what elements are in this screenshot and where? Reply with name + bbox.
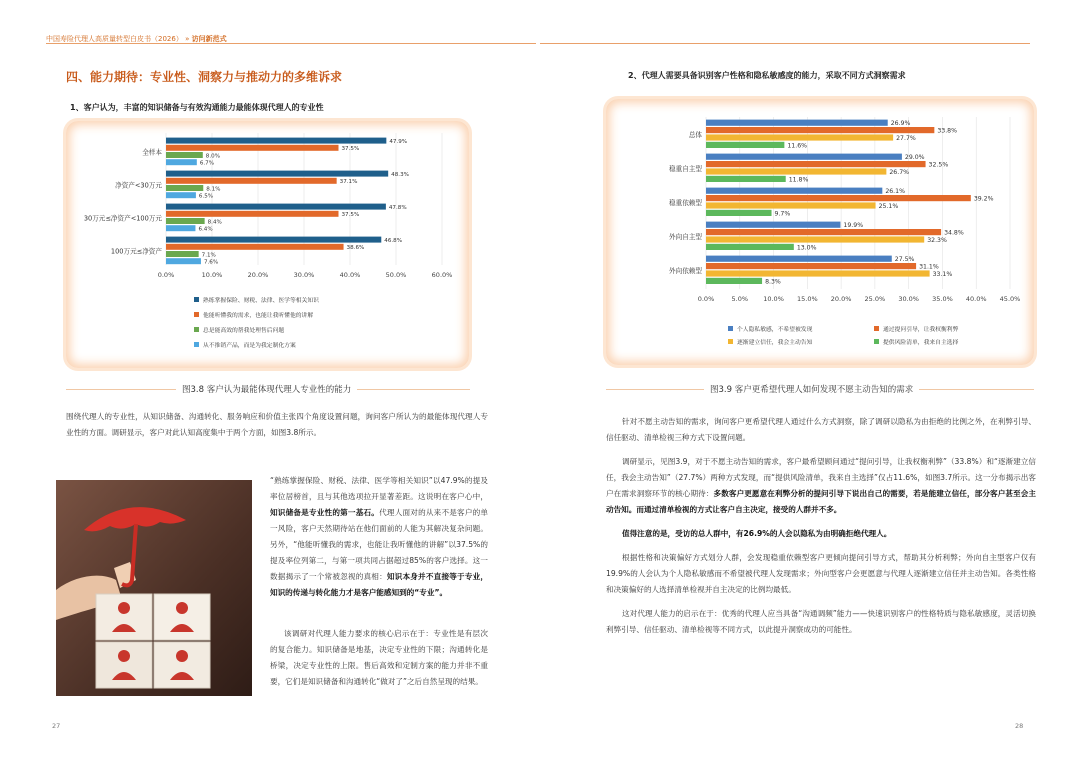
bar — [166, 204, 386, 210]
right-paragraph-5: 这对代理人能力的启示在于：优秀的代理人应当具备“沟通调频”能力——快速识别客户的性格特质与隐私敏感度，灵活切换利弊引导、信任驱动、清单检视等不同方式，以此提升洞察成功的可能性。 — [606, 609, 1036, 634]
x-tick-label: 10.0% — [201, 271, 223, 279]
bar — [166, 145, 339, 151]
category-label: 100万元≤净资产 — [110, 247, 162, 256]
legend-swatch — [728, 339, 733, 344]
bar — [166, 178, 337, 184]
bar — [166, 237, 381, 243]
bar — [706, 202, 876, 208]
value-label: 48.3% — [391, 172, 409, 178]
bar — [706, 127, 934, 133]
bar — [706, 188, 882, 194]
value-label: 19.9% — [843, 222, 864, 230]
bar — [706, 222, 840, 228]
header-arrow: » — [185, 35, 190, 43]
value-label: 26.7% — [889, 169, 910, 176]
category-label: 稳重依赖型 — [669, 198, 702, 207]
legend-label: 从不推销产品，而是为我定制化方案 — [203, 343, 296, 349]
value-label: 25.1% — [878, 203, 899, 210]
value-label: 11.6% — [787, 142, 808, 150]
category-label: 外向自主型 — [669, 232, 702, 241]
category-label: 总体 — [688, 130, 702, 139]
x-tick-label: 30.0% — [293, 271, 315, 279]
chart2-frame — [606, 99, 1034, 365]
bar — [166, 185, 203, 191]
paragraph-1 — [270, 473, 488, 601]
value-label: 26.9% — [890, 120, 911, 128]
value-label: 9.7% — [774, 210, 791, 218]
bar — [706, 168, 886, 174]
bar — [166, 211, 339, 217]
bar — [706, 161, 926, 167]
x-tick-label: 45.0% — [999, 295, 1021, 303]
value-label: 27.7% — [896, 135, 916, 142]
bar — [706, 256, 892, 262]
x-tick-label: 40.0% — [339, 271, 361, 279]
right-paragraph-4: 根据性格和决策偏好方式划分人群，会发现稳重依赖型客户更倾向提问引导方式，帮助其分析利弊；外向自主型客户仅有19.9%的人会认为个人隐私敏感而不希望被代理人发现需求；外向型客户会更愿意与代理人逐渐建立信任并主动告知。各类性格和决策偏好的人选择清单检视并自主决定的比例均最低。 — [606, 553, 1036, 594]
legend-swatch — [194, 312, 199, 317]
bar — [706, 270, 930, 276]
page-number-left: 27 — [52, 722, 61, 730]
value-label: 32.3% — [927, 237, 947, 244]
bar — [706, 154, 902, 160]
x-tick-label: 20.0% — [830, 295, 852, 303]
paragraph-1-text-a: “熟练掌握保险、财税、法律、医学等相关知识”以47.9%的提及率位居榜首，且与其他选项拉开显著差距。这说明在客户心中， — [270, 476, 488, 501]
x-tick-label: 20.0% — [247, 271, 269, 279]
bar — [166, 159, 197, 165]
x-tick-label: 0.0% — [157, 271, 175, 279]
legend-label: 他能听懂我的需求，也能让我听懂他的讲解 — [203, 313, 314, 319]
right-paragraph-2-text: 调研显示，见图3.9，对于不愿主动告知的需求，客户最希望顾问通过“提问引导，让我权衡利弊”（33.8%）和“逐渐建立信任，我会主动告知”（27.7%）两种方式发现，而“提供风险清单，我来自主选择”仅占11.6%，如图3.7所示。这一分布揭示出客户在需求洞察环节的核心期待： — [606, 457, 1036, 498]
value-label: 27.5% — [894, 256, 915, 264]
legend-label: 个人隐私敏感，不希望被发现 — [737, 327, 813, 333]
value-label: 11.8% — [788, 176, 809, 184]
legend-label: 总是能高效的帮我处理售后问题 — [203, 328, 285, 334]
chart1-frame — [66, 121, 469, 368]
right-paragraph-3 — [606, 526, 1036, 542]
x-tick-label: 0.0% — [697, 295, 715, 303]
paragraph-2: 该调研对代理人能力要求的核心启示在于：专业性是有层次的复合能力。知识储备是地基，决定专业性的下限；沟通转化是桥梁，决定专业性的上限。售后高效和定制方案的能力并非不重要，它们是知识储备和沟通转化“做对了”之后自然呈现的结果。 — [270, 629, 488, 686]
value-label: 29.0% — [904, 154, 925, 162]
chart1-svg — [66, 121, 469, 368]
x-tick-label: 40.0% — [965, 295, 987, 303]
bar — [166, 138, 386, 144]
bar — [166, 251, 199, 257]
value-label: 47.8% — [388, 205, 407, 211]
x-tick-label: 30.0% — [898, 295, 919, 303]
bar — [166, 218, 205, 224]
value-label: 39.2% — [973, 195, 994, 203]
paragraph-1-bold-b: 知识本身并不直接等于专业，知识的传递与转化能力才是客户能感知到的“专业”。 — [270, 572, 488, 597]
x-tick-label: 60.0% — [431, 271, 453, 279]
right-paragraph-1: 针对不愿主动告知的需求，询问客户更希望代理人通过什么方式洞察，除了调研以隐私为由拒绝的比例之外，在利弊引导、信任驱动、清单检视三种方式下设置问题。 — [606, 417, 1036, 442]
legend-swatch — [194, 342, 199, 347]
category-label: 30万元≤净资产<100万元 — [83, 214, 162, 223]
bar — [706, 236, 924, 242]
value-label: 8.4% — [207, 219, 222, 226]
x-tick-label: 10.0% — [763, 295, 784, 303]
value-label: 47.9% — [389, 139, 408, 145]
value-label: 33.1% — [932, 271, 953, 278]
intro-paragraph: 围绕代理人的专业性，从知识储备、沟通转化、服务响应和价值主张四个角度设置问题，询问客户所认为的最能体现代理人专业性的方面。调研显示，客户对此认知高度集中于两个方面，如图3.8所示。 — [66, 412, 488, 437]
legend-swatch — [194, 327, 199, 332]
legend-swatch — [194, 297, 199, 302]
bar — [166, 171, 388, 177]
value-label: 7.6% — [203, 259, 219, 266]
header-chapter: 访问新范式 — [191, 35, 227, 43]
value-label: 38.6% — [346, 245, 365, 252]
bar — [706, 229, 941, 235]
header-rule — [46, 43, 536, 44]
right-page — [540, 0, 1080, 764]
page-number-right: 28 — [1015, 722, 1024, 730]
category-label: 稳重自主型 — [669, 164, 702, 173]
bar — [706, 134, 893, 140]
value-label: 37.5% — [341, 146, 360, 153]
bar — [706, 210, 772, 216]
legend-label: 通过提问引导，让我权衡利弊 — [883, 327, 959, 333]
x-tick-label: 35.0% — [932, 295, 953, 303]
value-label: 6.7% — [199, 160, 215, 167]
legend-swatch — [728, 326, 733, 331]
header-rule-right — [540, 43, 1030, 44]
value-label: 6.4% — [198, 226, 213, 233]
bar — [166, 244, 344, 250]
value-label: 7.1% — [201, 252, 216, 259]
x-tick-label: 15.0% — [797, 295, 818, 303]
category-label: 全样本 — [142, 148, 162, 157]
legend-label: 熟练掌握保险、财税、法律、医学等相关知识 — [203, 298, 319, 304]
bar — [166, 152, 203, 158]
x-tick-label: 5.0% — [731, 295, 749, 303]
value-label: 31.1% — [919, 263, 939, 271]
value-label: 33.8% — [937, 127, 957, 135]
paragraph-1-text-b: 代理人面对的从来不是客户的单一风险，客户天然期待站在他们面前的人能为其解决复杂问题。另外，“他能听懂我的需求，也能让我听懂他的讲解”以37.5%的提及率位列第二，与第一项共同占据超过85%的客户选择。这一数据揭示了一个常被忽视的真相： — [270, 508, 489, 581]
bar — [166, 225, 195, 231]
right-paragraph-3-bold-a: 值得注意的是， — [622, 529, 676, 538]
right-paragraph-2 — [606, 454, 1036, 518]
bar — [706, 195, 971, 201]
chart2-caption: 图3.9 客户更希望代理人如何发现不愿主动告知的需求 — [704, 383, 919, 395]
chart2-svg — [606, 99, 1034, 365]
legend-label: 逐渐建立信任，我会主动告知 — [737, 340, 813, 346]
x-tick-label: 50.0% — [385, 271, 407, 279]
category-label: 净资产<30万元 — [115, 181, 162, 190]
value-label: 8.0% — [205, 153, 221, 160]
bar — [706, 176, 786, 182]
value-label: 32.5% — [928, 161, 949, 169]
value-label: 8.3% — [765, 278, 781, 286]
paragraph-1-bold-a: 知识储备是专业性的第一基石。 — [270, 508, 380, 517]
legend-swatch — [874, 326, 879, 331]
chart1-caption: 图3.8 客户认为最能体现代理人专业性的能力 — [176, 383, 357, 395]
chart1-subtitle: 1、客户认为，丰富的知识储备与有效沟通能力最能体现代理人的专业性 — [70, 103, 324, 112]
value-label: 37.1% — [339, 179, 358, 186]
value-label: 34.8% — [944, 229, 964, 237]
value-label: 46.8% — [384, 238, 403, 244]
x-tick-label: 25.0% — [864, 295, 886, 303]
value-label: 6.5% — [198, 193, 214, 200]
value-label: 37.5% — [341, 212, 360, 219]
value-label: 26.1% — [885, 188, 905, 196]
section-title: 四、能力期待：专业性、洞察力与推动力的多维诉求 — [66, 70, 343, 84]
header-title: 中国寿险代理人高质量转型白皮书（2026） — [46, 35, 183, 43]
bar — [166, 192, 196, 198]
right-paragraph-2-bold: 多数客户更愿意在利弊分析的提问引导下说出自己的需要，若是能建立信任，部分客户甚至会主动告知。而通过清单检视的方式让客户自主决定，接受的人群并不多。 — [606, 489, 1037, 514]
bar — [706, 142, 784, 148]
category-label: 外向依赖型 — [669, 266, 702, 275]
legend-swatch — [874, 339, 879, 344]
value-label: 13.0% — [796, 244, 817, 252]
protection-photo — [56, 480, 252, 696]
bar — [166, 258, 201, 264]
value-label: 8.1% — [206, 186, 221, 193]
umbrella-people-image — [56, 480, 252, 696]
right-paragraph-3-bold-b: 受访的总人群中，有26.9%的人会以隐私为由明确拒绝代理人。 — [675, 529, 892, 538]
bar — [706, 278, 762, 284]
bar — [706, 244, 794, 250]
bar — [706, 120, 888, 126]
legend-label: 提供风险清单，我来自主选择 — [883, 340, 959, 346]
chart2-subtitle: 2、代理人需要具备识别客户性格和隐私敏感度的能力，采取不同方式洞察需求 — [628, 71, 906, 80]
bar — [706, 263, 916, 269]
